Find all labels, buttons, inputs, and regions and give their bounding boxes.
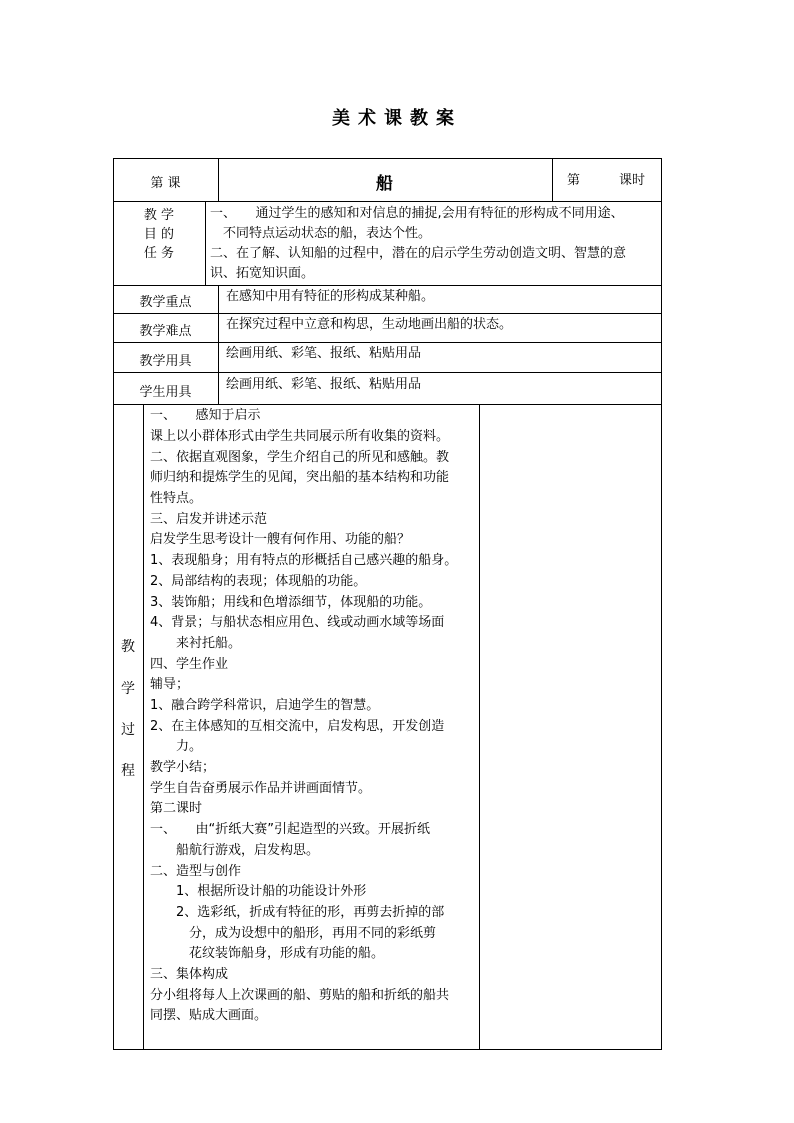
- teaching-tools-value: 绘画用纸、彩笔、报纸、粘贴用品: [226, 346, 422, 361]
- row-divider: [113, 372, 662, 373]
- row-divider: [113, 342, 662, 343]
- process-line: 花纹装饰船身，形成有功能的船。: [150, 946, 385, 961]
- goals-text-line: 一、 通过学生的感知和对信息的捕捉,会用有特征的形构成不同用途、: [210, 206, 624, 221]
- goals-label-line: 目 的: [143, 227, 175, 242]
- process-line: 启发学生思考设计一艘有何作用、功能的船？: [150, 532, 411, 547]
- process-line: 二、依据直观图象，学生介绍自己的所见和感触。教: [150, 450, 450, 465]
- row-divider: [113, 285, 662, 286]
- student-tools-value: 绘画用纸、彩笔、报纸、粘贴用品: [226, 377, 422, 392]
- process-line: 来衬托船。: [150, 636, 242, 651]
- process-line: 2、选彩纸，折成有特征的形，再剪去折掉的部: [150, 905, 445, 920]
- process-line: 船航行游戏，启发构思。: [150, 843, 320, 858]
- column-divider: [218, 285, 219, 404]
- column-divider: [143, 404, 144, 1050]
- process-line: 第二课时: [150, 801, 203, 816]
- process-line: 1、融合跨学科常识，启迪学生的智慧。: [150, 698, 380, 713]
- goals-text-line: 识、拓宽知识面。: [210, 266, 315, 281]
- key-points-label: 教学重点: [139, 295, 192, 310]
- process-line: 分，成为设想中的船形，再用不同的彩纸剪: [150, 926, 437, 941]
- process-line: 三、启发并讲述示范: [150, 512, 268, 527]
- process-line: 4、背景；与船状态相应用色、线或动画水域等场面: [150, 615, 445, 630]
- process-line: 四、学生作业: [150, 657, 229, 672]
- process-line: 课上以小群体形式由学生共同展示所有收集的资料。: [150, 429, 450, 444]
- document-title: 美术课教案: [332, 108, 462, 129]
- key-points-value: 在感知中用有特征的形构成某种船。: [226, 289, 435, 304]
- column-divider: [479, 404, 480, 1050]
- process-line: 1、根据所设计船的功能设计外形: [150, 884, 367, 899]
- column-divider: [205, 201, 206, 285]
- process-line: 1、表现船身；用有特点的形概括自己感兴趣的船身。: [150, 553, 458, 568]
- process-line: 一、 感知于启示: [150, 408, 261, 423]
- process-line: 学生自告奋勇展示作品并讲画面情节。: [150, 781, 372, 796]
- column-divider: [552, 158, 553, 201]
- process-line: 性特点。: [150, 491, 203, 506]
- lesson-period-label: 第 课时: [567, 173, 646, 188]
- process-label-char: 程: [121, 763, 135, 779]
- process-line: 分小组将每人上次课画的船、剪贴的船和折纸的船共: [150, 988, 450, 1003]
- row-divider: [113, 404, 662, 405]
- lesson-title: 船: [376, 174, 393, 194]
- row-divider: [113, 201, 662, 202]
- process-line: 2、局部结构的表现；体现船的功能。: [150, 574, 367, 589]
- student-tools-label: 学生用具: [139, 385, 192, 400]
- process-line: 同摆、贴成大画面。: [150, 1008, 268, 1023]
- process-label-char: 教: [121, 639, 135, 655]
- process-line: 二、造型与创作: [150, 864, 242, 879]
- difficulties-value: 在探究过程中立意和构思，生动地画出船的状态。: [226, 317, 513, 332]
- process-line: 3、装饰船；用线和色增添细节，体现船的功能。: [150, 595, 432, 610]
- process-label-char: 过: [121, 722, 135, 738]
- process-line: 2、在主体感知的互相交流中，启发构思，开发创造: [150, 719, 445, 734]
- column-divider: [218, 158, 219, 201]
- process-line: 一、 由“折纸大赛”引起造型的兴致。开展折纸: [150, 822, 430, 837]
- goals-text-line: 不同特点运动状态的船，表达个性。: [210, 226, 432, 241]
- goals-text-line: 二、在了解、认知船的过程中，潜在的启示学生劳动创造文明、智慧的意: [210, 246, 627, 261]
- goals-label-line: 任 务: [143, 246, 175, 261]
- process-label-char: 学: [121, 681, 135, 697]
- difficulties-label: 教学难点: [139, 324, 192, 339]
- row-divider: [113, 313, 662, 314]
- goals-label-line: 教 学: [143, 208, 175, 223]
- lesson-number-label: 第 课: [150, 176, 181, 191]
- teaching-tools-label: 教学用具: [139, 354, 192, 369]
- process-line: 力。: [150, 739, 203, 754]
- process-line: 教学小结；: [150, 760, 216, 775]
- process-line: 师归纳和提炼学生的见闻，突出船的基本结构和功能: [150, 470, 450, 485]
- process-line: 辅导；: [150, 677, 190, 692]
- process-line: 三、集体构成: [150, 967, 229, 982]
